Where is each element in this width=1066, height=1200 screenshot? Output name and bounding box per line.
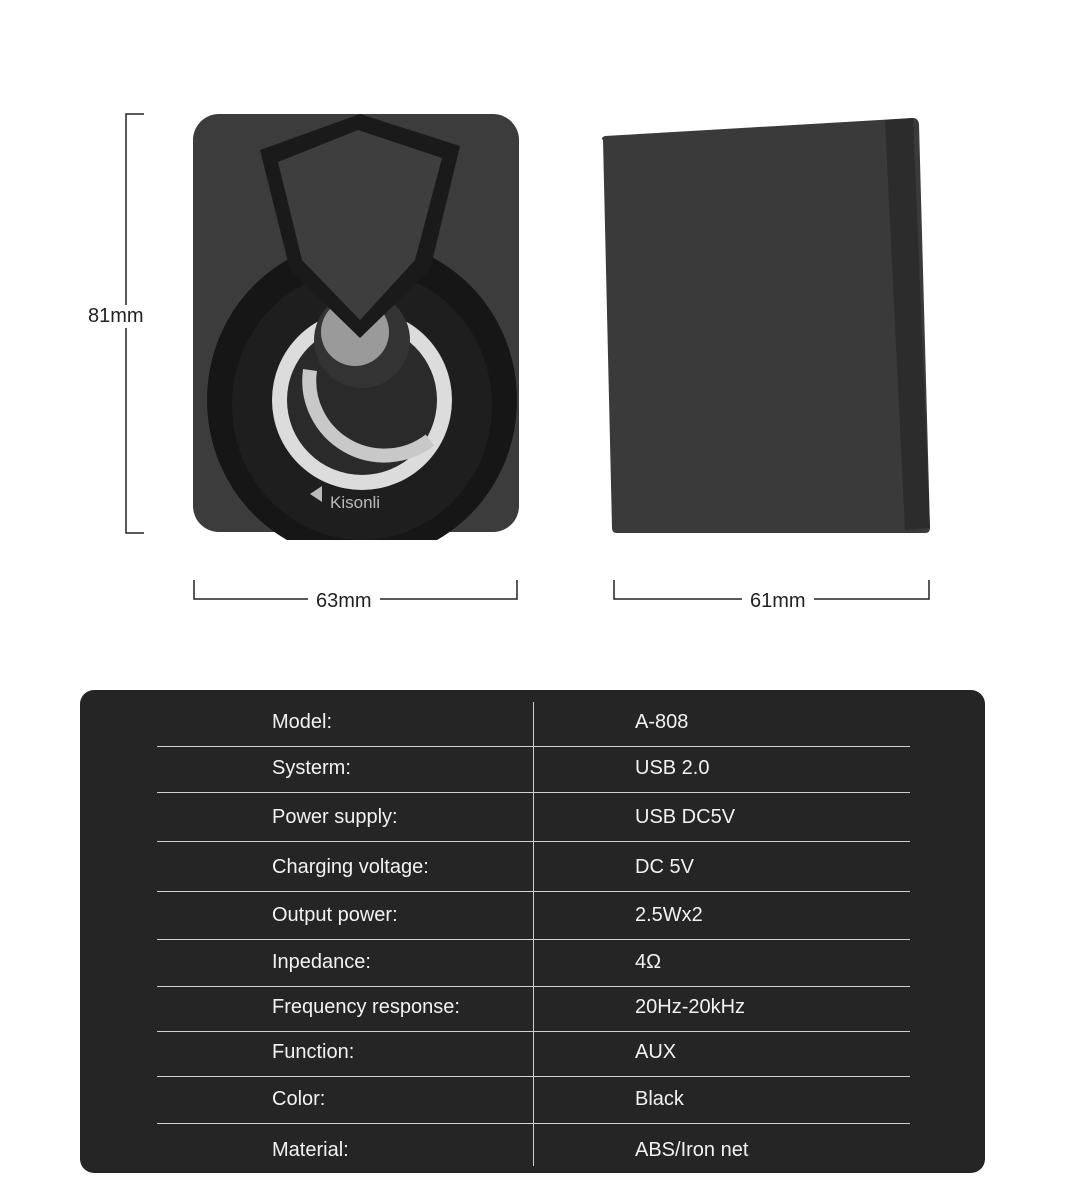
spec-value: DC 5V: [635, 856, 694, 878]
row-divider: [157, 792, 910, 793]
spec-row: [157, 893, 910, 940]
spec-value: A-808: [635, 711, 689, 733]
spec-label: Model:: [272, 711, 333, 733]
spec-label: Frequency response:: [272, 996, 460, 1018]
spec-value: 4Ω: [635, 951, 662, 973]
front-width-label: 63mm: [308, 590, 380, 613]
spec-label: Charging voltage:: [272, 856, 429, 878]
spec-row: [157, 795, 910, 842]
spec-row: [157, 1128, 910, 1175]
spec-value: USB 2.0: [635, 757, 710, 779]
spec-row: [157, 940, 910, 987]
row-divider: [157, 891, 910, 892]
spec-row: [157, 746, 910, 793]
spec-row: [157, 985, 910, 1032]
spec-value: 2.5Wx2: [635, 904, 703, 926]
spec-label: Power supply:: [272, 806, 398, 828]
brand-logo: Kisonli: [330, 493, 381, 512]
spec-row: [157, 1030, 910, 1077]
spec-label: Material:: [272, 1139, 349, 1161]
spec-label: Function:: [272, 1041, 355, 1063]
spec-value: AUX: [635, 1041, 677, 1063]
spec-row: [157, 1077, 910, 1124]
spec-label: Inpedance:: [272, 951, 371, 973]
spec-row: [157, 845, 910, 892]
height-label: 81mm: [88, 305, 144, 327]
spec-table: [80, 690, 985, 1173]
spec-value: 20Hz-20kHz: [635, 996, 746, 1018]
side-width-label: 61mm: [742, 590, 814, 613]
spec-label: Output power:: [272, 904, 398, 926]
speaker-front-image: [190, 110, 530, 540]
spec-row: [157, 700, 910, 747]
spec-value: ABS/Iron net: [635, 1139, 749, 1161]
spec-label: Systerm:: [272, 757, 351, 779]
speaker-side-image: [595, 112, 940, 542]
spec-value: USB DC5V: [635, 806, 736, 828]
spec-value: Black: [635, 1088, 684, 1110]
spec-label: Color:: [272, 1088, 326, 1110]
row-divider: [157, 1123, 910, 1124]
row-divider: [157, 841, 910, 842]
